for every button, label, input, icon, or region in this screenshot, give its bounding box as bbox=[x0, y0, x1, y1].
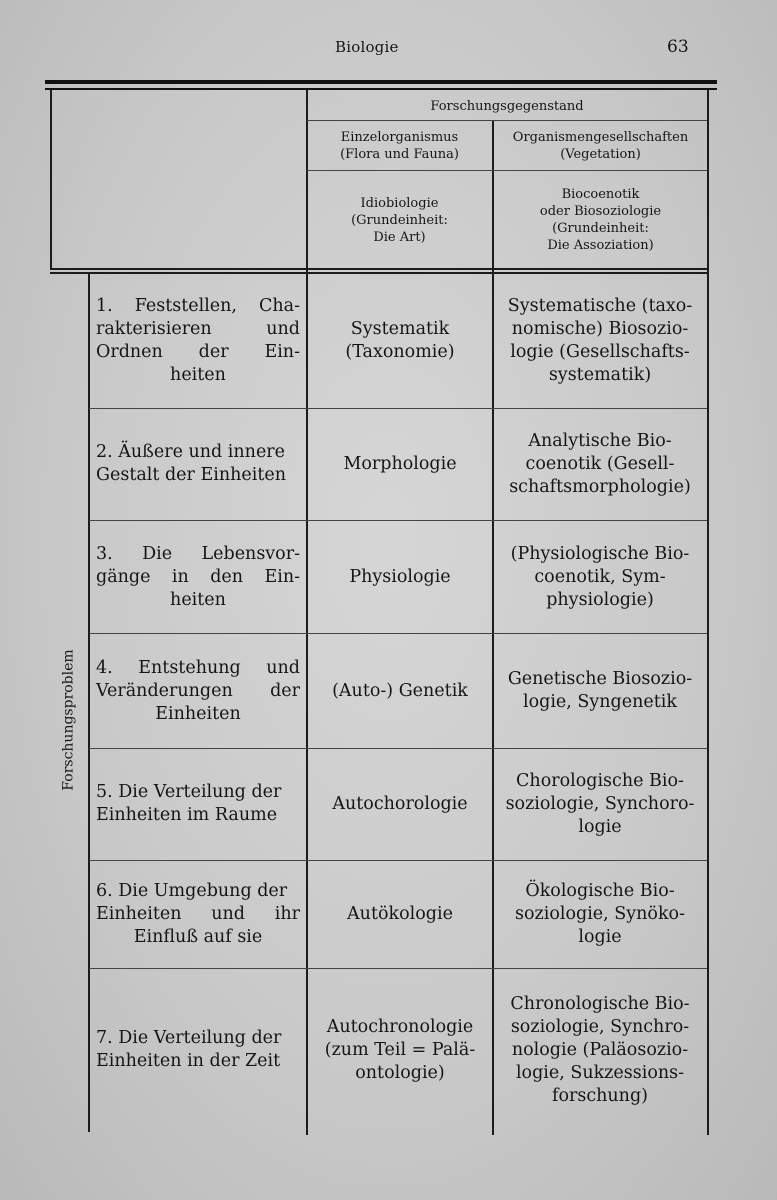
row-divider-5 bbox=[89, 860, 707, 861]
society-cell: Analytische Bio- coenotik (Gesell- schaftsmorphologie) bbox=[509, 430, 691, 497]
row-divider-6 bbox=[89, 968, 707, 969]
problem-cell: 4. Entstehung und Veränderungen der Einheiten bbox=[96, 657, 300, 724]
header-bottom-rule-2 bbox=[50, 272, 708, 274]
individual-cell: Systematik (Taxonomie) bbox=[345, 319, 455, 362]
problem-cell: 5. Die Verteilung der Einheiten im Raume bbox=[96, 782, 282, 825]
column-heading-individual: Einzelorganismus (Flora und Fauna) bbox=[340, 130, 459, 162]
group-column-right-line bbox=[88, 272, 90, 1132]
society-cell: Systematische (taxo- nomische) Biosozio- logie (Gesellschafts- systematik) bbox=[507, 296, 693, 385]
page-number: 63 bbox=[667, 37, 689, 57]
individual-cell: Autökologie bbox=[347, 904, 453, 924]
problem-cell: 1. Feststellen, Cha- rakterisieren und Ordnen der Ein- heiten bbox=[96, 296, 300, 385]
table-top-rule-thin bbox=[45, 88, 717, 90]
row-group-label: Forschungsproblem bbox=[61, 649, 77, 791]
individual-cell: Physiologie bbox=[349, 566, 451, 587]
society-cell: Chorologische Bio- soziologie, Synchoro- logie bbox=[505, 770, 695, 837]
individual-cell: Autochorologie bbox=[332, 793, 468, 814]
header-bottom-rule bbox=[50, 268, 708, 270]
row-divider-2 bbox=[89, 520, 707, 521]
heading-discipline-divider bbox=[307, 170, 707, 171]
running-title: Biologie bbox=[335, 38, 399, 56]
society-cell: Ökologische Bio- soziologie, Synöko- logie bbox=[514, 881, 686, 947]
row-divider-1 bbox=[89, 408, 707, 409]
problem-cell: 3. Die Lebensvor- gänge in den Ein- heiten bbox=[96, 543, 300, 610]
problem-cell: 7. Die Verteilung der Einheiten in der Zeit bbox=[96, 1028, 282, 1071]
individual-cell: (Auto-) Genetik bbox=[332, 680, 468, 701]
society-cell: Genetische Biosozio- logie, Syngenetik bbox=[507, 669, 693, 712]
table-left-border bbox=[50, 90, 52, 270]
society-cell: (Physiologische Bio- coenotik, Sym- physiologie) bbox=[510, 543, 690, 610]
column-heading-society: Organismengesellschaften (Vegetation) bbox=[512, 130, 689, 162]
individual-cell: Autochronologie (zum Teil = Palä- ontologie) bbox=[324, 1016, 476, 1083]
table-right-border bbox=[707, 90, 709, 1135]
problem-cell: 2. Äußere und innere Gestalt der Einheiten bbox=[96, 442, 286, 485]
row-divider-3 bbox=[89, 633, 707, 634]
running-head bbox=[0, 30, 777, 60]
society-cell: Chronologische Bio- soziologie, Synchro- nologie (Paläosozio- logie, Sukzessions- forschung) bbox=[510, 993, 690, 1106]
problem-cell: 6. Die Umgebung der Einheiten und ihr Einfluß auf sie bbox=[96, 881, 300, 947]
table-top-rule bbox=[45, 80, 717, 84]
row-divider-4 bbox=[89, 748, 707, 749]
top-header: Forschungsgegenstand bbox=[430, 98, 584, 114]
header-divider bbox=[307, 120, 707, 121]
discipline-society: Biocoenotik oder Biosoziologie (Grundeinheit: Die Assoziation) bbox=[539, 187, 662, 253]
individual-cell: Morphologie bbox=[343, 453, 457, 474]
discipline-individual: Idiobiologie (Grundeinheit: Die Art) bbox=[351, 195, 448, 245]
